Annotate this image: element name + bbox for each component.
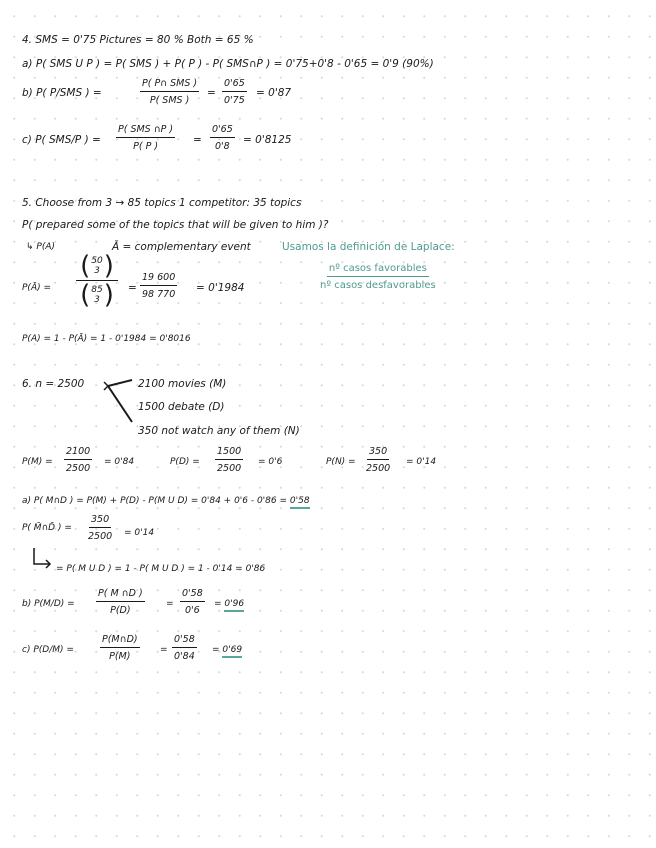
p6-pm-fraction [64, 446, 92, 474]
p6-a-expression: a) P( M∩D ) = P(M) + P(D) - P(M U D) = 0'84 + 0'6 - 0'86 = [22, 496, 288, 506]
p6-debate: 1500 debate (D) [138, 401, 225, 413]
p5-line1: 5. Choose from 3 → 85 topics 1 competitor: 35 topics [22, 197, 302, 209]
p6-mbar-fraction [88, 514, 112, 542]
p5-laplace-num: nº casos favorables [327, 263, 429, 277]
p6-pn-result: = 0'14 [406, 457, 437, 467]
p6-pm-label: P(M) = [22, 457, 53, 467]
p6-b-eq: = [166, 599, 174, 609]
p6-pd-label: P(D) = [170, 457, 200, 467]
p5-laplace-fraction [320, 263, 436, 291]
p4-b-denominator: P( SMS ) [149, 95, 190, 106]
p4-c-numerator: P( SMS ∩P ) [116, 124, 175, 138]
p5-frac-den: 98 770 [142, 289, 176, 300]
p4-b-fraction [140, 78, 199, 106]
p4-c-label: c) P( SMS/P ) = [22, 134, 101, 146]
p5-value-fraction [140, 272, 177, 300]
p4-b-label: b) P( P/SMS ) = [22, 87, 102, 99]
p5-pa-label: ↳ P(A) [26, 242, 56, 252]
p6-mbar-den: 2500 [88, 531, 113, 542]
p6-pm-result: = 0'84 [104, 457, 135, 467]
p4-c-fraction [116, 124, 175, 152]
p4-c-result: = 0'8125 [243, 134, 292, 146]
p4-a-line: a) P( SMS U P ) = P( SMS ) + P( P ) - P( SMS∩P ) = 0'75+0'8 - 0'65 = 0'9 (90%) [22, 58, 434, 70]
p4-c-eq: = [193, 134, 202, 146]
p6-c-num: P(M∩D) [100, 634, 140, 648]
p6-pd-result: = 0'6 [258, 457, 283, 467]
p6-pn-den: 2500 [366, 463, 391, 474]
p4-c-denominator: P( P ) [133, 141, 159, 152]
p6-pd-den: 2500 [217, 463, 242, 474]
p6-b-num: P( M ∩D ) [96, 588, 145, 602]
p6-pm-num: 2100 [64, 446, 92, 460]
p6-c-eq2 [212, 644, 242, 657]
p6-c-eq: = [160, 645, 168, 655]
p4-header: 4. SMS = 0'75 Pictures = 80 % Both = 65 % [22, 34, 254, 46]
p6-b-fraction [96, 588, 145, 616]
p6-c-label: c) P(D/M) = [22, 645, 74, 655]
p5-binom-bottom: ( 85 3 ) [80, 280, 114, 310]
p6-a-result: 0'58 [290, 496, 310, 509]
p6-a-line [22, 495, 310, 508]
p6-b-result: 0'96 [224, 599, 244, 612]
p5-pabar-label: P(Ā) = [22, 283, 52, 293]
p6-pn-num: 350 [367, 446, 389, 460]
p6-c-result: 0'69 [222, 645, 242, 658]
p6-b-num2: 0'58 [180, 588, 205, 602]
p5-binom-bot-n: 85 [91, 285, 103, 295]
p5-laplace-den: nº casos desfavorables [320, 280, 436, 291]
p6-mbar-result: = 0'14 [124, 528, 155, 538]
p6-c-den2: 0'84 [174, 651, 195, 662]
p6-pn-label: P(N) = [326, 457, 356, 467]
p5-frac-num: 19 600 [140, 272, 177, 286]
p6-b-eq2 [214, 598, 244, 611]
p6-n-label: 6. n = 2500 [22, 378, 85, 390]
p5-binom-fraction [76, 253, 118, 308]
p5-final: P(A) = 1 - P(Ā) = 1 - 0'1984 = 0'8016 [22, 334, 191, 344]
p6-movies: 2100 movies (M) [138, 378, 227, 390]
p5-complementary: Ā = complementary event [112, 241, 251, 253]
p6-mbar-num: 350 [89, 514, 111, 528]
p6-branch-arrow-icon [102, 376, 142, 426]
p4-c-num2: 0'65 [210, 124, 235, 138]
p6-b-eq2-sign: = [214, 599, 222, 609]
p6-pm-den: 2500 [66, 463, 91, 474]
p6-pn-fraction [366, 446, 390, 474]
p6-b-fraction-2 [180, 588, 205, 616]
p5-binom-top-n: 50 [91, 256, 103, 266]
p5-eq: = [128, 282, 137, 294]
p6-c-den: P(M) [109, 651, 131, 662]
p6-b-den: P(D) [110, 605, 131, 616]
p6-neither: 350 not watch any of them (N) [138, 425, 300, 437]
p6-return-arrow-icon [30, 546, 54, 570]
p6-c-eq2-sign: = [212, 645, 220, 655]
p5-binom-top: ( 50 3 ) [80, 251, 114, 281]
p4-b-num2: 0'65 [222, 78, 247, 92]
p4-b-result: = 0'87 [256, 87, 292, 99]
p4-c-den2: 0'8 [215, 141, 230, 152]
p5-line2: P( prepared some of the topics that will be given to him )? [22, 219, 329, 231]
p6-b-label: b) P(M/D) = [22, 599, 75, 609]
p6-c-fraction [100, 634, 140, 662]
p5-binom-bot-k: 3 [94, 295, 100, 305]
p4-b-numerator: P( P∩ SMS ) [140, 78, 199, 92]
p6-b-den2: 0'6 [185, 605, 200, 616]
p4-b-den2: 0'75 [224, 95, 245, 106]
p6-complement-line: = P( M U D ) = 1 - P( M U D ) = 1 - 0'14 = 0'86 [56, 564, 266, 574]
p6-mbar-label: P( M̄∩D̄ ) = [22, 523, 72, 533]
p6-pd-fraction [215, 446, 243, 474]
p6-c-num2: 0'58 [172, 634, 197, 648]
p5-result: = 0'1984 [196, 282, 245, 294]
p6-pd-num: 1500 [215, 446, 243, 460]
p6-c-fraction-2 [172, 634, 197, 662]
p4-c-fraction-2 [210, 124, 235, 152]
p4-b-eq: = [207, 87, 216, 99]
p5-binom-top-k: 3 [94, 266, 100, 276]
p5-laplace: Usamos la definición de Laplace: [282, 241, 455, 253]
p4-b-fraction-2 [222, 78, 247, 106]
